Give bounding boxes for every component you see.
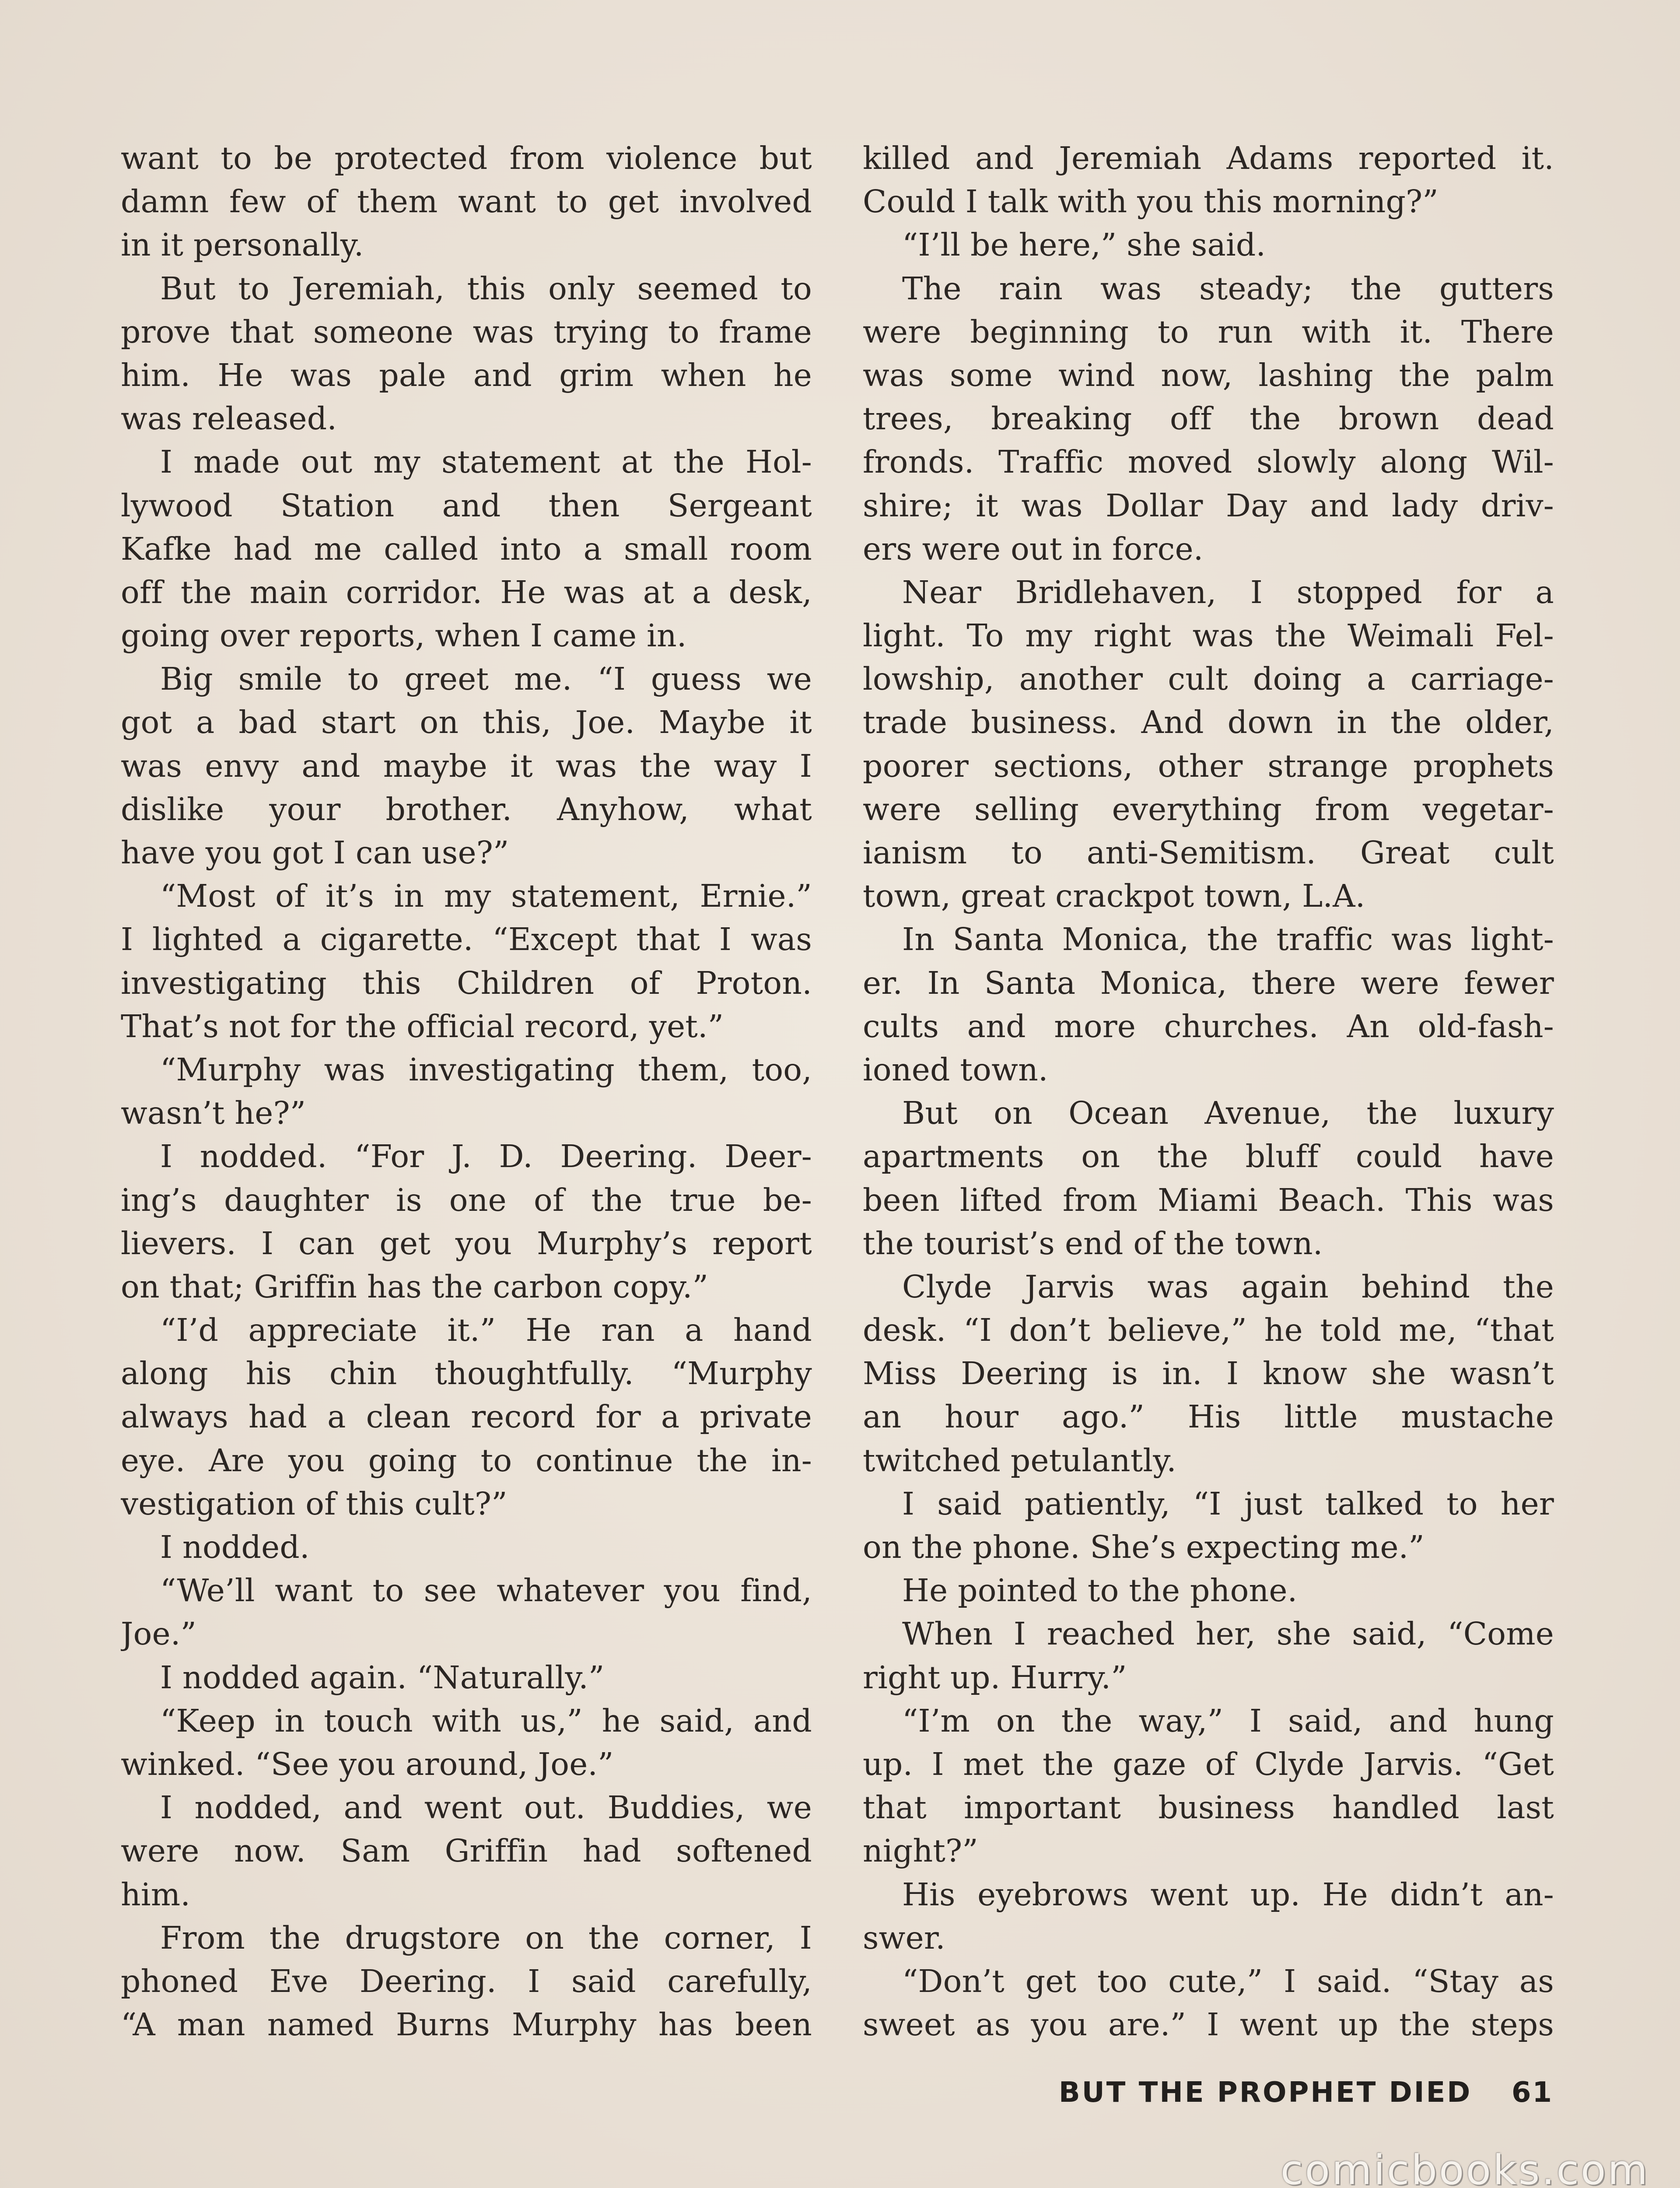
text-line: ing’s daughter is one of the true be- [121, 1182, 812, 1218]
watermark-logo: comicbooks.com [1280, 2146, 1649, 2188]
text-line: cults and more churches. An old-fash- [863, 1008, 1554, 1045]
text-line: damn few of them want to get involved [121, 183, 812, 220]
text-line: From the drugstore on the corner, I [160, 1919, 812, 1956]
text-line: him. He was pale and grim when he [121, 357, 812, 393]
text-line: eye. Are you going to continue the in- [121, 1442, 812, 1479]
text-line: trees, breaking off the brown dead [863, 400, 1554, 437]
text-line: were now. Sam Griffin had softened [121, 1833, 812, 1869]
text-line: going over reports, when I came in. [121, 617, 687, 654]
right-text-column [863, 137, 1554, 2046]
text-line: wasn’t he?” [121, 1095, 306, 1132]
text-line: him. [121, 1876, 191, 1913]
text-line: “I’ll be here,” she said. [902, 227, 1266, 263]
text-line: killed and Jeremiah Adams reported it. [863, 140, 1554, 176]
text-line: When I reached her, she said, “Come [902, 1616, 1554, 1652]
text-line: He pointed to the phone. [902, 1572, 1298, 1609]
text-line: “Keep in touch with us,” he said, and [160, 1702, 812, 1739]
text-line: The rain was steady; the gutters [902, 270, 1554, 307]
text-line: been lifted from Miami Beach. This was [863, 1182, 1554, 1218]
text-line: investigating this Children of Proton. [121, 964, 812, 1001]
text-line: fronds. Traffic moved slowly along Wil- [863, 444, 1554, 480]
text-line: town, great crackpot town, L.A. [863, 878, 1365, 915]
text-line: want to be protected from violence but [121, 140, 812, 176]
text-line: lywood Station and then Sergeant [121, 487, 812, 524]
text-line: lowship, another cult doing a carriage- [863, 661, 1554, 698]
text-line: “Don’t get too cute,” I said. “Stay as [902, 1963, 1554, 1999]
text-line: I made out my statement at the Hol- [160, 444, 812, 480]
text-line: off the main corridor. He was at a desk, [121, 574, 812, 610]
text-line: dislike your brother. Anyhow, what [121, 791, 812, 828]
text-line: apartments on the bluff could have [863, 1138, 1554, 1175]
text-line: trade business. And down in the older, [863, 704, 1554, 741]
text-line: was released. [121, 400, 337, 437]
text-line: prove that someone was trying to frame [121, 313, 812, 350]
text-line: Big smile to greet me. “I guess we [160, 661, 812, 698]
text-line: that important business handled last [863, 1789, 1554, 1826]
text-line: ianism to anti-Semitism. Great cult [863, 835, 1554, 871]
text-line: Near Bridlehaven, I stopped for a [902, 574, 1554, 610]
text-line: I said patiently, “I just talked to her [902, 1485, 1554, 1522]
text-line: along his chin thoughtfully. “Murphy [121, 1355, 812, 1392]
text-line: winked. “See you around, Joe.” [121, 1746, 614, 1782]
text-line: “Most of it’s in my statement, Ernie.” [160, 878, 812, 915]
text-line: I nodded. [160, 1529, 310, 1565]
running-title: BUT THE PROPHET DIED [1059, 2076, 1472, 2109]
text-line: twitched petulantly. [863, 1442, 1177, 1479]
text-line: in it personally. [121, 227, 364, 263]
text-line: “I’m on the way,” I said, and hung [902, 1702, 1554, 1739]
text-line: Clyde Jarvis was again behind the [902, 1268, 1554, 1305]
text-line: always had a clean record for a private [121, 1399, 812, 1435]
text-line: Kafke had me called into a small room [121, 530, 812, 567]
text-line: But to Jeremiah, this only seemed to [160, 270, 812, 307]
text-line: poorer sections, other strange prophets [863, 747, 1554, 784]
text-line: “I’d appreciate it.” He ran a hand [160, 1312, 812, 1349]
text-line: His eyebrows went up. He didn’t an- [902, 1876, 1554, 1913]
text-line: Could I talk with you this morning?” [863, 183, 1438, 220]
text-line: an hour ago.” His little mustache [863, 1399, 1554, 1435]
page-number: 61 [1511, 2076, 1553, 2109]
text-line: were selling everything from vegetar- [863, 791, 1554, 828]
text-line: In Santa Monica, the traffic was light- [902, 921, 1554, 958]
text-line: swer. [863, 1919, 945, 1956]
text-line: up. I met the gaze of Clyde Jarvis. “Get [863, 1746, 1554, 1782]
page-footer [1059, 2076, 1553, 2120]
text-line: Joe.” [121, 1616, 197, 1652]
text-line: lievers. I can get you Murphy’s report [121, 1225, 812, 1262]
text-line: I nodded, and went out. Buddies, we [160, 1789, 812, 1826]
text-line: light. To my right was the Weimali Fel- [863, 617, 1554, 654]
text-line: night?” [863, 1833, 978, 1869]
text-line: phoned Eve Deering. I said carefully, [121, 1963, 812, 1999]
text-line: “Murphy was investigating them, too, [160, 1051, 812, 1088]
text-line: I nodded. “For J. D. Deering. Deer- [160, 1138, 812, 1175]
text-line: on the phone. She’s expecting me.” [863, 1529, 1424, 1565]
text-line: “A man named Burns Murphy has been [121, 2006, 812, 2043]
left-text-column [121, 137, 812, 2046]
text-line: But on Ocean Avenue, the luxury [902, 1095, 1554, 1132]
text-line: That’s not for the official record, yet.” [121, 1008, 724, 1045]
text-line: “We’ll want to see whatever you find, [160, 1572, 812, 1609]
text-line: er. In Santa Monica, there were fewer [863, 964, 1554, 1001]
text-line: desk. “I don’t believe,” he told me, “that [863, 1312, 1554, 1349]
text-line: I nodded again. “Naturally.” [160, 1659, 605, 1696]
text-line: got a bad start on this, Joe. Maybe it [121, 704, 812, 741]
text-line: sweet as you are.” I went up the steps [863, 2006, 1554, 2043]
text-line: were beginning to run with it. There [863, 313, 1554, 350]
text-line: the tourist’s end of the town. [863, 1225, 1323, 1262]
text-line: vestigation of this cult?” [121, 1485, 508, 1522]
text-line: Miss Deering is in. I know she wasn’t [863, 1355, 1554, 1392]
text-line: I lighted a cigarette. “Except that I was [121, 921, 812, 958]
text-line: was envy and maybe it was the way I [121, 747, 812, 784]
text-line: shire; it was Dollar Day and lady driv- [863, 487, 1554, 524]
text-line: was some wind now, lashing the palm [863, 357, 1554, 393]
text-line: ioned town. [863, 1051, 1048, 1088]
text-line: have you got I can use?” [121, 835, 509, 871]
text-line: on that; Griffin has the carbon copy.” [121, 1268, 709, 1305]
text-line: right up. Hurry.” [863, 1659, 1127, 1696]
text-line: ers were out in force. [863, 530, 1204, 567]
